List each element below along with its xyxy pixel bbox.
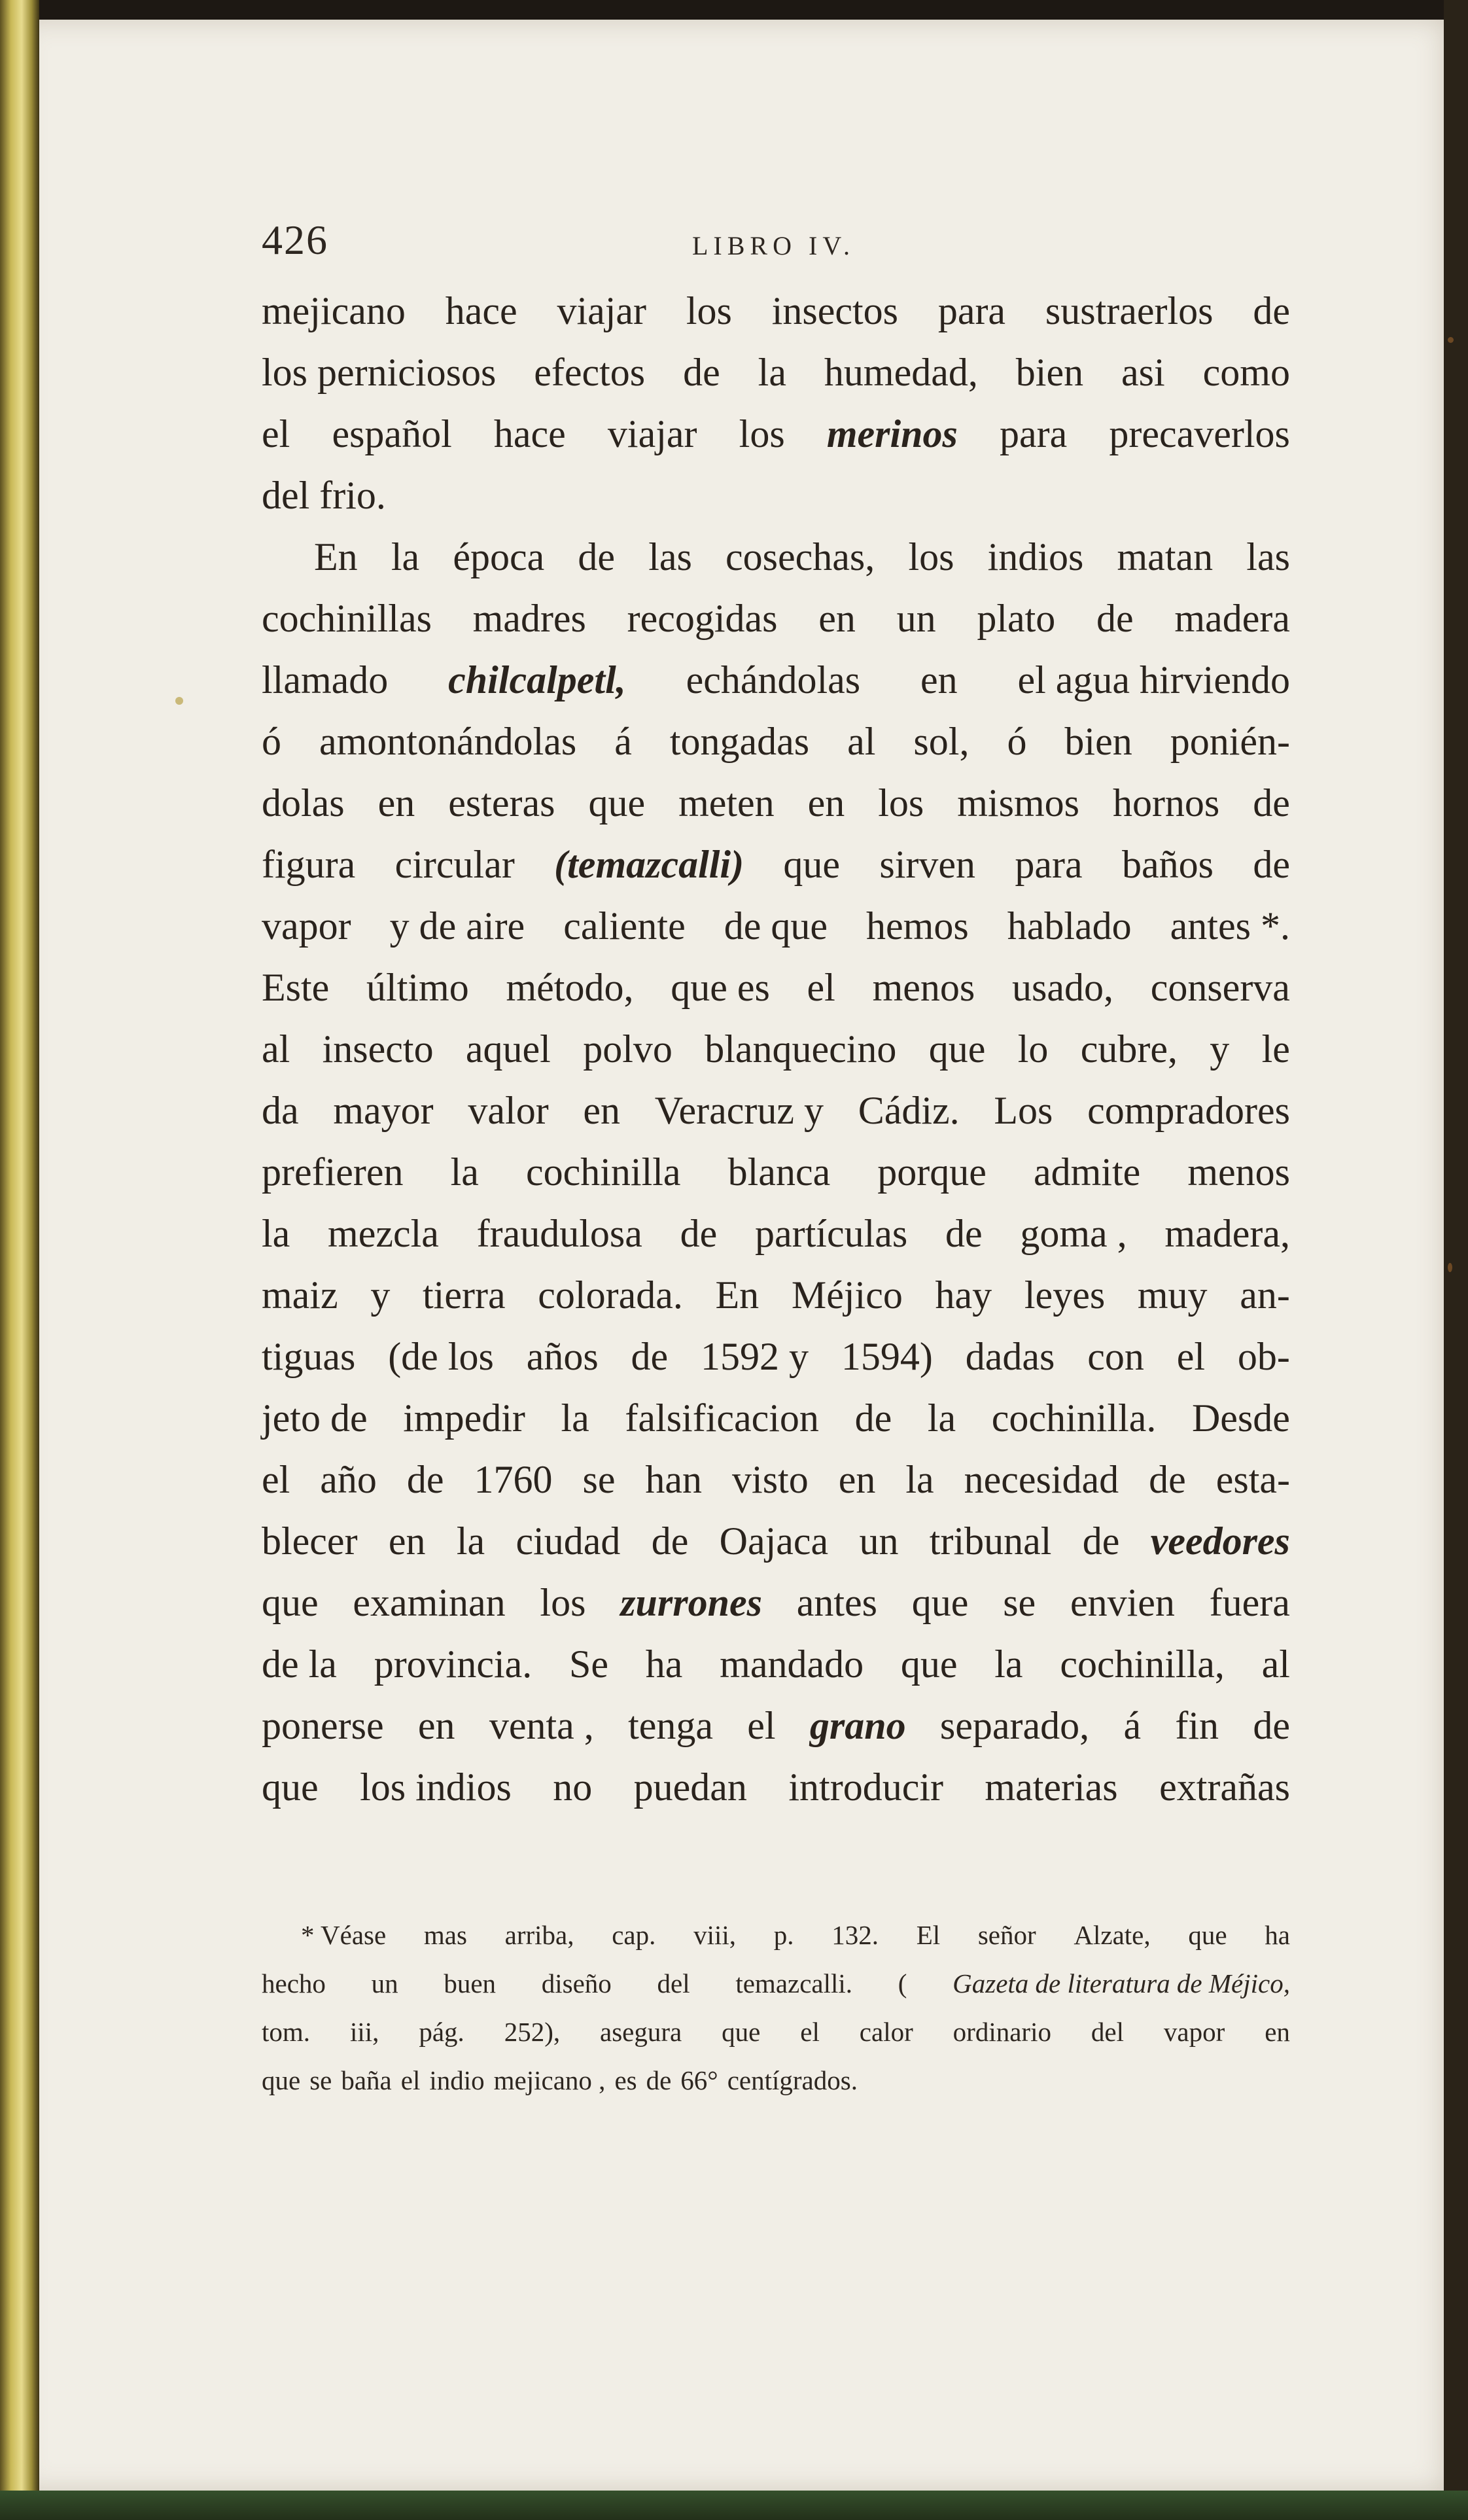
word: y (370, 1273, 391, 1317)
word: de (1149, 1458, 1186, 1501)
word: conserva (1150, 966, 1290, 1009)
word: mejicano (262, 289, 406, 332)
word: Oajaca (719, 1519, 829, 1563)
word: se (309, 2065, 332, 2095)
word: ponerse (262, 1704, 384, 1747)
page-number: 426 (262, 217, 328, 263)
italic-term: merinos (826, 412, 958, 455)
footnote-reference: antes *. (1170, 904, 1290, 948)
word: de (646, 2065, 672, 2095)
word: los (739, 412, 785, 455)
word: venta , (489, 1704, 594, 1747)
word: á (1123, 1704, 1142, 1747)
word: los (878, 781, 924, 825)
text-line (262, 280, 1290, 342)
word: de (1253, 843, 1290, 886)
word: esteras (448, 781, 555, 825)
word: no (553, 1766, 593, 1809)
word: en (807, 781, 845, 825)
word: las (1246, 535, 1290, 578)
word: prefieren (262, 1150, 404, 1194)
text-line (262, 342, 1290, 403)
word: asi (1121, 351, 1165, 394)
word: muy (1137, 1273, 1208, 1317)
word: del (657, 1968, 690, 1998)
word: efectos (534, 351, 646, 394)
word: de (1253, 781, 1290, 825)
word: español (332, 412, 452, 455)
word: puedan (633, 1766, 747, 1809)
word: los indios (360, 1766, 512, 1809)
word: figura (262, 843, 356, 886)
word: jeto de (262, 1396, 368, 1440)
word: Cádiz. (858, 1089, 960, 1132)
word: circular (394, 843, 515, 886)
citation-title: Gazeta de literatura de Méjico, (952, 1968, 1290, 1998)
word: 1592 y (701, 1335, 809, 1378)
word: el (262, 1458, 290, 1501)
word: viii, (693, 1920, 737, 1950)
word: mezcla (328, 1212, 439, 1255)
word: es (614, 2065, 637, 2095)
word: tribunal (929, 1519, 1052, 1563)
word: los perniciosos (262, 351, 497, 394)
word: colorada. (538, 1273, 683, 1317)
word: ponién- (1170, 720, 1290, 763)
word: al (262, 1027, 290, 1071)
word: an- (1240, 1273, 1290, 1317)
word: indio (429, 2065, 485, 2095)
top-edge-shadow (0, 0, 1468, 20)
word: Veracruz y (654, 1089, 824, 1132)
word: sol, (913, 720, 970, 763)
word: al (847, 720, 876, 763)
word: madera (1174, 597, 1290, 640)
word: recogidas (627, 597, 778, 640)
word: 132. (831, 1920, 879, 1950)
word: á (614, 720, 632, 763)
word: extrañas (1159, 1766, 1290, 1809)
word: se (582, 1458, 616, 1501)
bottom-edge-shadow (0, 2491, 1468, 2520)
word: arriba, (504, 1920, 574, 1950)
footnote-line (262, 2008, 1290, 2056)
word: fin (1175, 1704, 1219, 1747)
word: insectos (771, 289, 898, 332)
word: le (1261, 1027, 1290, 1071)
word: en (388, 1519, 426, 1563)
right-edge-shadow (1444, 0, 1468, 2520)
word: ó (1007, 720, 1027, 763)
italic-term: (temazcalli) (554, 843, 744, 886)
word: sirven (879, 843, 976, 886)
word: hornos (1112, 781, 1220, 825)
word: cochinilla. (991, 1396, 1157, 1440)
word: de (854, 1396, 892, 1440)
word: al (1261, 1642, 1290, 1686)
word: 252), (504, 2017, 561, 2047)
footnote-line (262, 2056, 1290, 2104)
word: dadas (965, 1335, 1055, 1378)
page-header (262, 216, 1321, 268)
word: de (1253, 289, 1290, 332)
word: que (262, 1581, 319, 1624)
word: examinan (353, 1581, 506, 1624)
word: el agua hirviendo (1017, 658, 1290, 701)
word: Se (569, 1642, 609, 1686)
word: Méjico (791, 1273, 903, 1317)
word: vapor (262, 904, 351, 948)
word: hace (493, 412, 566, 455)
word: el (262, 412, 290, 455)
word: antes (796, 1581, 878, 1624)
word: cosechas, (725, 535, 875, 578)
word: da (262, 1089, 299, 1132)
word: humedad, (824, 351, 978, 394)
word: meten (678, 781, 775, 825)
word: menos (1187, 1150, 1290, 1194)
word: fuera (1209, 1581, 1290, 1624)
word: En (715, 1273, 760, 1317)
body-text (262, 280, 1290, 1818)
word: la (391, 535, 420, 578)
word: impedir (403, 1396, 525, 1440)
italic-term: grano (809, 1704, 906, 1747)
word: en (838, 1458, 876, 1501)
word: de (945, 1212, 983, 1255)
word: el (1176, 1335, 1206, 1378)
text-line (262, 1387, 1290, 1449)
word: matan (1117, 535, 1214, 578)
text-line (262, 1141, 1290, 1203)
text-line (262, 1018, 1290, 1080)
italic-term: chilcalpetl, (448, 658, 626, 701)
text-line (262, 526, 1290, 588)
word: que es (671, 966, 770, 1009)
word: mayor (333, 1089, 434, 1132)
word: pág. (419, 2017, 464, 2047)
word: llamado (262, 658, 389, 701)
word: el (747, 1704, 776, 1747)
italic-term: zurrones (620, 1581, 762, 1624)
word: como (1202, 351, 1290, 394)
word: esta- (1215, 1458, 1290, 1501)
word: Los (994, 1089, 1053, 1132)
word: dolas (262, 781, 345, 825)
word: para (1015, 843, 1083, 886)
word: centígrados. (727, 2065, 858, 2095)
word: la (994, 1642, 1023, 1686)
text-line (262, 649, 1290, 711)
word: la (450, 1150, 479, 1194)
text-line (262, 1264, 1290, 1326)
word: amontonándolas (319, 720, 577, 763)
text-line (262, 1695, 1290, 1756)
word: de (406, 1458, 444, 1501)
word: el (807, 966, 835, 1009)
word: iii, (349, 2017, 379, 2047)
text-line (262, 1326, 1290, 1387)
text-line (262, 895, 1290, 957)
word: ob- (1237, 1335, 1290, 1378)
word: usado, (1011, 966, 1113, 1009)
word: de (1096, 597, 1134, 640)
word: envien (1070, 1581, 1175, 1624)
word: necesidad (964, 1458, 1119, 1501)
word: Este (262, 966, 330, 1009)
word: en (818, 597, 856, 640)
word: polvo (583, 1027, 673, 1071)
word: calor (859, 2017, 913, 2047)
word: Alzate, (1074, 1920, 1151, 1950)
word: lo (1017, 1027, 1049, 1071)
word: 1760 (474, 1458, 553, 1501)
word: de la (262, 1642, 337, 1686)
word: blanca (727, 1150, 831, 1194)
word: cap. (612, 1920, 656, 1950)
word: en (377, 781, 415, 825)
word: cochinillas (262, 597, 432, 640)
italic-term: veedores (1150, 1519, 1290, 1563)
word: tierra (423, 1273, 506, 1317)
word: las (648, 535, 692, 578)
word: que (911, 1581, 969, 1624)
word: de que (724, 904, 828, 948)
word: época (453, 535, 545, 578)
ink-speck (1448, 337, 1454, 343)
word: del frio. (262, 474, 386, 517)
word: la (561, 1396, 589, 1440)
word: falsificacion (625, 1396, 819, 1440)
word: Desde (1191, 1396, 1290, 1440)
word: goma , (1020, 1212, 1127, 1255)
word: la (456, 1519, 485, 1563)
word: para (1000, 412, 1068, 455)
word: hemos (866, 904, 969, 948)
word: la (262, 1212, 290, 1255)
text-line (262, 1203, 1290, 1264)
word: valor (468, 1089, 549, 1132)
word: admite (1033, 1150, 1141, 1194)
word: un (859, 1519, 899, 1563)
word: compradores (1087, 1089, 1290, 1132)
word: echándolas (686, 658, 861, 701)
word: p. (773, 1920, 794, 1950)
word: partículas (755, 1212, 908, 1255)
word: de (683, 351, 720, 394)
word: hablado (1007, 904, 1132, 948)
word: ha (645, 1642, 683, 1686)
footnote (262, 1911, 1290, 2104)
word: viajar (557, 289, 647, 332)
word: vapor (1163, 2017, 1225, 2047)
word: hace (445, 289, 517, 332)
word: cochinilla, (1060, 1642, 1225, 1686)
word: caliente (563, 904, 686, 948)
word: un (896, 597, 936, 640)
word: en (920, 658, 958, 701)
word: hecho (262, 1968, 326, 1998)
text-line (262, 588, 1290, 649)
word: leyes (1024, 1273, 1106, 1317)
word: los (686, 289, 732, 332)
word: que (722, 2017, 761, 2047)
word: el (800, 2017, 820, 2047)
word: blanquecino (705, 1027, 897, 1071)
text-line (262, 1572, 1290, 1633)
word: que (588, 781, 646, 825)
footnote-line (262, 1911, 1290, 1959)
word: separado, (939, 1704, 1090, 1747)
word: introducir (788, 1766, 943, 1809)
word: hay (935, 1273, 992, 1317)
word: tongadas (669, 720, 810, 763)
word: de (1253, 1704, 1290, 1747)
word: que (262, 2065, 301, 2095)
word: mandado (720, 1642, 864, 1686)
ink-speck (175, 697, 183, 705)
word: ó (262, 720, 281, 763)
text-line (262, 465, 1290, 526)
word: años (526, 1335, 599, 1378)
word: han (645, 1458, 703, 1501)
word: método, (506, 966, 634, 1009)
word: último (366, 966, 469, 1009)
word: precaverlos (1109, 412, 1290, 455)
word: asegura (600, 2017, 682, 2047)
word: mejicano , (493, 2065, 606, 2095)
word: la (905, 1458, 934, 1501)
word: visto (732, 1458, 809, 1501)
word: de (631, 1335, 669, 1378)
text-line (262, 1080, 1290, 1141)
text-line (262, 1449, 1290, 1510)
word: madera, (1164, 1212, 1290, 1255)
word: 66° (680, 2065, 718, 2095)
word: En (314, 535, 358, 578)
word: de (651, 1519, 689, 1563)
word: señor (977, 1920, 1036, 1950)
word: el (400, 2065, 421, 2095)
running-head: LIBRO IV. (692, 231, 856, 260)
word: la (758, 351, 786, 394)
word: que (783, 843, 841, 886)
word: tom. (262, 2017, 311, 2047)
word: 1594) (841, 1335, 933, 1378)
word: buen (444, 1968, 497, 1998)
text-line (262, 1633, 1290, 1695)
word: bien (1015, 351, 1084, 394)
word: los (540, 1581, 586, 1624)
word: madres (472, 597, 586, 640)
word: tiguas (262, 1335, 356, 1378)
word: maiz (262, 1273, 338, 1317)
word: indios (987, 535, 1084, 578)
word: ( (898, 1968, 907, 1998)
word: para (937, 289, 1006, 332)
gilt-page-edge (0, 0, 39, 2520)
word: menos (872, 966, 975, 1009)
text-line (262, 1756, 1290, 1818)
word: El (916, 1920, 941, 1950)
word: y de aire (389, 904, 525, 948)
word: ciudad (516, 1519, 621, 1563)
word: porque (877, 1150, 987, 1194)
word: en (1265, 2017, 1290, 2047)
text-line (262, 834, 1290, 895)
word: aquel (465, 1027, 551, 1071)
text-line (262, 403, 1290, 465)
word: los (908, 535, 954, 578)
word: ha (1265, 1920, 1290, 1950)
word: viajar (607, 412, 697, 455)
text-line (262, 772, 1290, 834)
word: que (928, 1027, 986, 1071)
word: plato (977, 597, 1056, 640)
word: baña (341, 2065, 392, 2095)
word: baños (1121, 843, 1214, 886)
word: y (1210, 1027, 1230, 1071)
text-line (262, 711, 1290, 772)
word: provincia. (374, 1642, 533, 1686)
word: sustraerlos (1045, 289, 1214, 332)
text-line (262, 957, 1290, 1018)
word: diseño (541, 1968, 612, 1998)
word: ordinario (952, 2017, 1051, 2047)
word: un (371, 1968, 398, 1998)
word: del (1091, 2017, 1124, 2047)
word: año (320, 1458, 377, 1501)
word: que (900, 1642, 958, 1686)
ink-speck (1448, 1263, 1452, 1272)
word: bien (1064, 720, 1132, 763)
word: (de los (388, 1335, 494, 1378)
word: * Véase (301, 1920, 387, 1950)
word: de (680, 1212, 718, 1255)
word: fraudulosa (476, 1212, 642, 1255)
word: en (583, 1089, 621, 1132)
footnote-line (262, 1959, 1290, 2008)
word: cochinilla (525, 1150, 681, 1194)
word: de (578, 535, 616, 578)
word: mismos (957, 781, 1079, 825)
word: tenga (628, 1704, 713, 1747)
word: con (1087, 1335, 1144, 1378)
word: que (262, 1766, 319, 1809)
word: blecer (262, 1519, 358, 1563)
word: temazcalli. (735, 1968, 853, 1998)
word: la (927, 1396, 956, 1440)
word: materias (985, 1766, 1118, 1809)
word: se (1003, 1581, 1036, 1624)
word: en (417, 1704, 455, 1747)
word: de (1082, 1519, 1120, 1563)
word: mas (423, 1920, 467, 1950)
word: insecto (322, 1027, 434, 1071)
word: que (1188, 1920, 1227, 1950)
text-line (262, 1510, 1290, 1572)
word: cubre, (1080, 1027, 1178, 1071)
